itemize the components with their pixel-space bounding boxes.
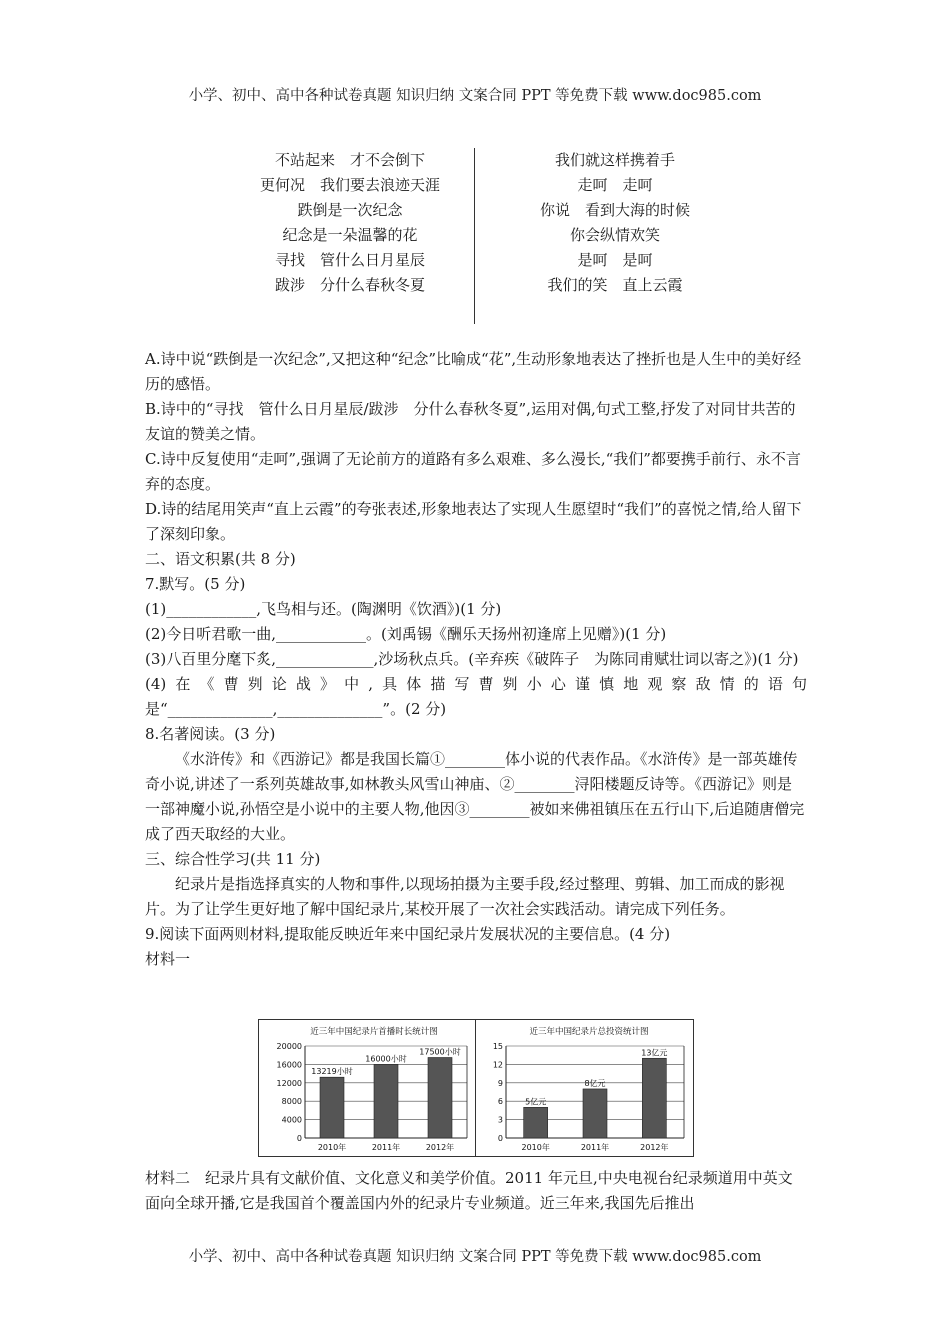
material-1-label: 材料一 [145, 950, 191, 968]
poem-line: 跋涉 分什么春秋冬夏 [274, 276, 425, 294]
data-label: 16000小时 [365, 1054, 407, 1064]
y-tick-label: 15 [492, 1042, 503, 1051]
chart-title: 近三年中国纪录片总投资统计图 [529, 1027, 649, 1037]
option-c: C.诗中反复使用“走呵”,强调了无论前方的道路有多么艰难、多么漫长,“我们”都要携手前行、永不言弃的态度。 [145, 450, 801, 493]
data-label: 13亿元 [641, 1048, 668, 1058]
question-7-2: (2)今日听君歌一曲,____________。(刘禹锡《酬乐天扬州初逢席上见赠》)(1 分) [145, 625, 667, 643]
y-tick-label: 16000 [276, 1060, 302, 1070]
question-body [145, 347, 807, 972]
poem-line: 我们的笑 直上云霞 [547, 276, 683, 294]
y-tick-label: 20000 [276, 1042, 302, 1051]
poem-line: 跌倒是一次纪念 [297, 201, 403, 219]
poem-line: 走呵 走呵 [577, 176, 653, 194]
poem-line: 寻找 管什么日月星辰 [274, 251, 425, 269]
section-3-intro: 纪录片是指选择真实的人物和事件,以现场拍摄为主要手段,经过整理、剪辑、加工而成的影视片。为了让学生更好地了解中国纪录片,某校开展了一次社会实践活动。请完成下列任务。 [145, 875, 785, 918]
poem-line: 是呵 是呵 [577, 251, 653, 269]
question-7: 7.默写。(5 分) [145, 575, 246, 593]
material-2 [145, 1166, 807, 1216]
x-tick-label: 2010年 [317, 1143, 347, 1152]
question-7-1: (1)____________,飞鸟相与还。(陶渊明《饮酒》)(1 分) [145, 600, 502, 618]
bar [320, 1077, 344, 1138]
y-tick-label: 12 [492, 1060, 503, 1070]
y-tick-label: 4000 [281, 1115, 302, 1125]
chart-title: 近三年中国纪录片首播时长统计图 [310, 1027, 438, 1037]
option-a: A.诗中说“跌倒是一次纪念”,又把这种“纪念”比喻成“花”,生动形象地表达了挫折也是人生中的美好经历的感悟。 [145, 350, 802, 393]
y-tick-label: 12000 [276, 1078, 302, 1088]
y-tick-label: 9 [497, 1078, 503, 1088]
data-label: 5亿元 [525, 1097, 547, 1107]
page-footer: 小学、初中、高中各种试卷真题 知识归纳 文案合同 PPT 等免费下载 www.doc985.com [188, 1249, 762, 1265]
poem-divider [474, 148, 475, 324]
option-b: B.诗中的“寻找 管什么日月星辰/跋涉 分什么春秋冬夏”,运用对偶,句式工整,抒发了对同甘共苦的友谊的赞美之情。 [145, 400, 796, 443]
chart-investment [476, 1020, 693, 1156]
x-tick-label: 2012年 [425, 1143, 455, 1152]
y-tick-label: 0 [296, 1134, 302, 1143]
page-header: 小学、初中、高中各种试卷真题 知识归纳 文案合同 PPT 等免费下载 www.doc985.com [188, 88, 762, 104]
x-tick-label: 2011年 [580, 1143, 610, 1152]
y-tick-label: 8000 [281, 1097, 302, 1107]
question-7-3: (3)八百里分麾下炙,_____________,沙场秋点兵。(辛弃疾《破阵子 为陈同甫赋壮词以寄之》)(1 分) [145, 650, 799, 668]
charts-figure [258, 1019, 694, 1157]
question-7-4: (4)在《曹刿论战》中,具体描写曹刿小心谨慎地观察敌情的语句是“______________,______________”。(2 分) [145, 675, 807, 718]
x-tick-label: 2012年 [640, 1143, 669, 1152]
poem-line: 你说 看到大海的时候 [539, 201, 690, 219]
y-tick-label: 6 [497, 1097, 503, 1107]
data-label: 13219小时 [311, 1067, 353, 1077]
poem-line: 更何况 我们要去浪迹天涯 [259, 176, 440, 194]
chart-broadcast-hours [259, 1020, 475, 1156]
option-d: D.诗的结尾用笑声“直上云霞”的夸张表述,形象地表达了实现人生愿望时“我们”的喜悦之情,给人留下了深刻印象。 [145, 500, 802, 543]
material-2-text: 材料二 纪录片具有文献价值、文化意义和美学价值。2011 年元旦,中央电视台纪录频道用中英文面向全球开播,它是我国首个覆盖国内外的纪录片专业频道。近三年来,我国先后推出 [145, 1169, 793, 1212]
x-tick-label: 2010年 [521, 1143, 550, 1152]
poem [200, 148, 760, 326]
poem-line: 纪念是一朵温馨的花 [282, 226, 418, 244]
section-title: 二、语文积累(共 8 分) [145, 550, 296, 568]
poem-line: 我们就这样携着手 [554, 151, 675, 169]
y-tick-label: 0 [497, 1134, 503, 1143]
data-label: 8亿元 [584, 1078, 606, 1088]
bar [642, 1058, 666, 1138]
poem-line: 不站起来 才不会倒下 [274, 151, 425, 169]
poem-right-column [490, 148, 740, 298]
bar [524, 1107, 548, 1138]
question-8-text: 《水浒传》和《西游记》都是我国长篇①________体小说的代表作品。《水浒传》是一部英雄传奇小说,讲述了一系列英雄故事,如林教头风雪山神庙、②________浔阳楼题反诗等。《西游记》则是一部神魔小说,孙悟空是小说中的主要人物,他因③________被如来佛祖镇压在五行山下,后追随唐僧完成了西天取经的大业。 [145, 750, 805, 843]
bar [428, 1058, 452, 1139]
question-9: 9.阅读下面两则材料,提取能反映近年来中国纪录片发展状况的主要信息。(4 分) [145, 925, 671, 943]
y-tick-label: 3 [497, 1115, 503, 1125]
bar [374, 1064, 398, 1138]
bar [583, 1089, 607, 1138]
data-label: 17500小时 [419, 1047, 461, 1057]
poem-left-column [225, 148, 475, 298]
question-8: 8.名著阅读。(3 分) [145, 725, 276, 743]
poem-line: 你会纵情欢笑 [569, 226, 660, 244]
x-tick-label: 2011年 [371, 1143, 401, 1152]
section-title: 三、综合性学习(共 11 分) [145, 850, 321, 868]
